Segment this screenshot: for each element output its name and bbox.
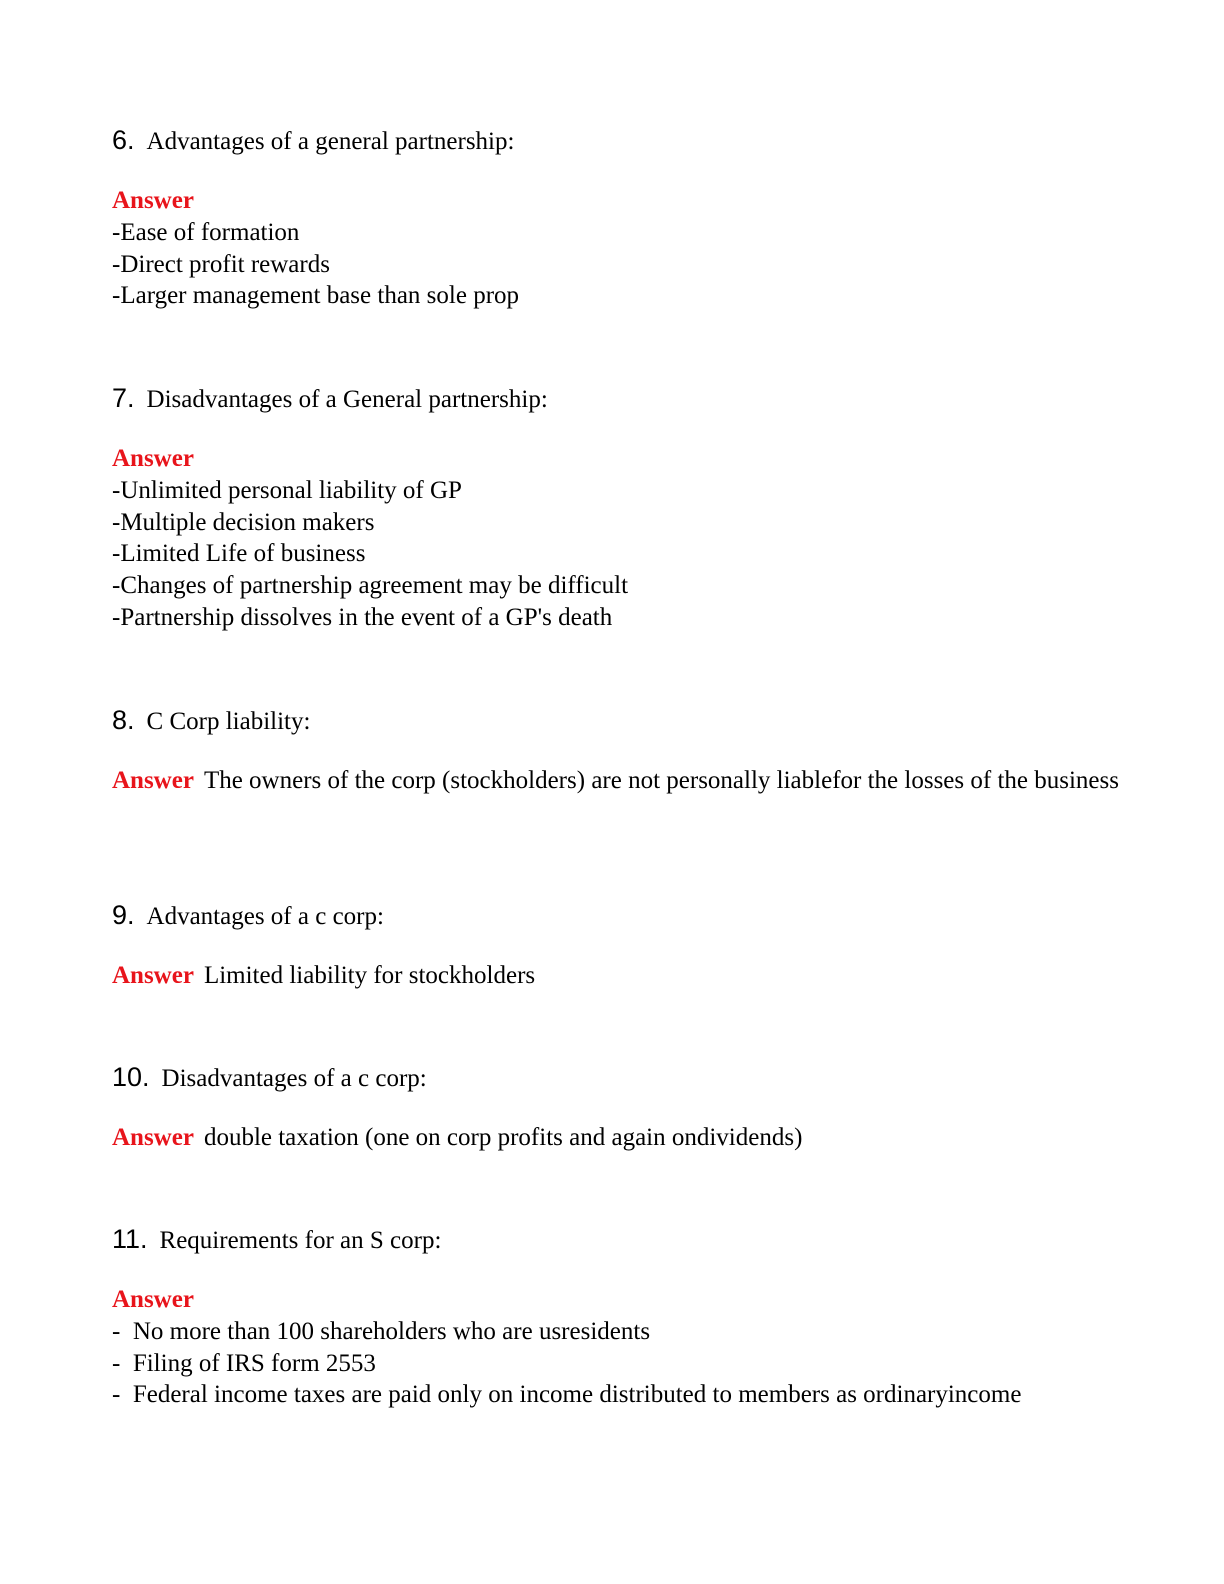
- question-heading: [112, 380, 1122, 416]
- question-number: 8.: [112, 705, 135, 735]
- question-number: 7.: [112, 383, 135, 413]
- question-text: Advantages of a general partnership:: [146, 128, 515, 155]
- answer-text: double taxation (one on corp profits and again ondividends): [203, 1124, 803, 1151]
- question-8: [112, 702, 1122, 797]
- answer-label: Answer: [112, 1286, 194, 1313]
- question-11: [112, 1221, 1122, 1411]
- answer-block: [112, 1122, 1122, 1154]
- answer-label: Answer: [112, 187, 194, 214]
- question-heading: [112, 122, 1122, 158]
- question-text: Disadvantages of a c corp:: [161, 1065, 427, 1092]
- answer-block: [112, 443, 1122, 634]
- question-number: 11.: [112, 1224, 148, 1254]
- answer-text: The owners of the corp (stockholders) are not personally liablefor the losses of the business: [203, 767, 1119, 794]
- answer-line: -Ease of formation: [112, 218, 300, 246]
- question-number: 9.: [112, 900, 135, 930]
- question-9: [112, 897, 1122, 992]
- question-heading: [112, 1059, 1122, 1095]
- answer-line: -Multiple decision makers: [112, 508, 375, 536]
- answer-line: - Filing of IRS form 2553: [112, 1349, 376, 1377]
- answer-block: [112, 1284, 1122, 1411]
- answer-label: Answer: [112, 767, 194, 794]
- question-10: [112, 1059, 1122, 1154]
- question-text: Advantages of a c corp:: [146, 903, 384, 930]
- answer-line: -Larger management base than sole prop: [112, 282, 520, 310]
- question-number: 10.: [112, 1062, 150, 1092]
- answer-line: -Changes of partnership agreement may be difficult: [112, 572, 629, 600]
- question-text: Requirements for an S corp:: [159, 1227, 442, 1254]
- question-6: [112, 122, 1122, 312]
- answer-block: [112, 960, 1122, 992]
- answer-label: Answer: [112, 962, 194, 989]
- question-heading: [112, 1221, 1122, 1257]
- answer-line: -Direct profit rewards: [112, 250, 330, 278]
- answer-label: Answer: [112, 1124, 194, 1151]
- answer-line: -Limited Life of business: [112, 540, 366, 568]
- answer-line: -Unlimited personal liability of GP: [112, 476, 462, 504]
- answer-block: [112, 765, 1122, 797]
- answer-text: Limited liability for stockholders: [203, 962, 536, 989]
- question-heading: [112, 897, 1122, 933]
- answer-line: - Federal income taxes are paid only on income distributed to members as ordinaryincome: [112, 1381, 1022, 1409]
- answer-line: -Partnership dissolves in the event of a GP's death: [112, 603, 613, 631]
- question-text: Disadvantages of a General partnership:: [146, 386, 548, 413]
- question-7: [112, 380, 1122, 634]
- answer-line: - No more than 100 shareholders who are usresidents: [112, 1317, 651, 1345]
- question-number: 6.: [112, 125, 135, 155]
- question-heading: [112, 702, 1122, 738]
- answer-block: [112, 185, 1122, 312]
- answer-label: Answer: [112, 445, 194, 472]
- question-text: C Corp liability:: [146, 708, 311, 735]
